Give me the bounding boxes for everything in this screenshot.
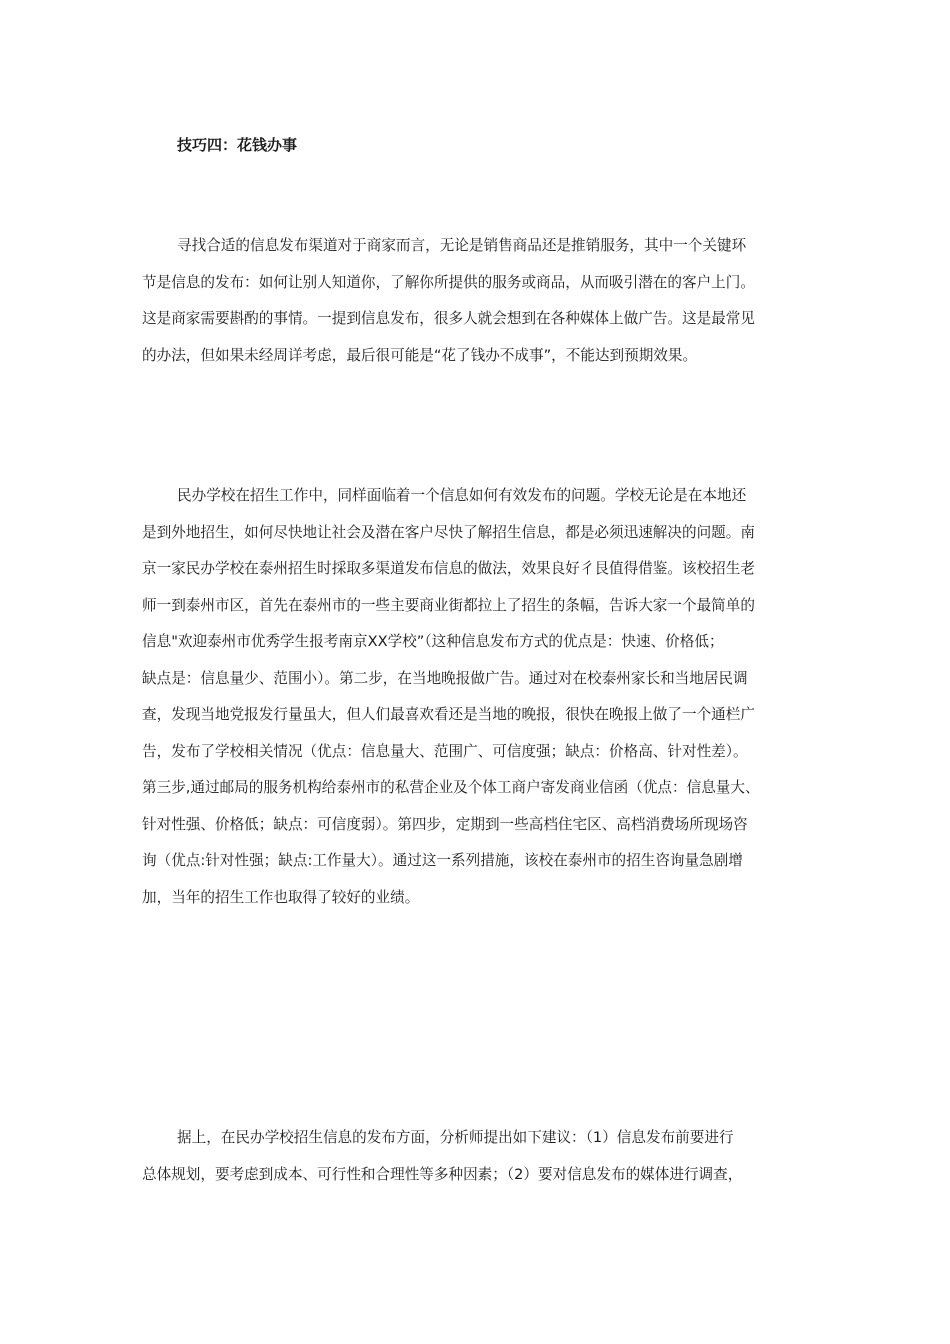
paragraph-2 (142, 478, 842, 916)
paragraph-line: 寻找合适的信息发布渠道对于商家而言，无论是销售商品还是推销服务，其中一个关键环 (177, 237, 747, 254)
paragraph-3 (142, 1120, 842, 1193)
paragraph-line: 告，发布了学校相关情况（优点：信息量大、范围广、可信度强；缺点：价格高、针对性差）。 (142, 742, 748, 760)
paragraph-line: 缺点是：信息量少、范围小）。第二步，在当地晚报做广告。通过对在校泰州家长和当地居民调 (142, 669, 748, 687)
paragraph-line: 信息"欢迎泰州市优秀学生报考南京XX学校”（这种信息发布方式的优点是：快速、价格低； (142, 633, 724, 650)
paragraph-line: 询（优点:针对性强；缺点:工作量大）。通过这一系列措施，该校在泰州市的招生咨询量急剧增 (142, 852, 743, 869)
paragraph-line: 这是商家需要斟酌的事情。一提到信息发布，很多人就会想到在各种媒体上做广告。这是最常见 (142, 310, 755, 327)
paragraph-line: 师一到泰州市区，首先在泰州市的一些主要商业街都拉上了招生的条幅，告诉大家一个最简单的 (142, 596, 755, 614)
paragraph-line: 节是信息的发布：如何让别人知道你，了解你所提供的服务或商品，从而吸引潜在的客户上门。 (142, 273, 755, 291)
paragraph-line: 加，当年的招生工作也取得了较好的业绩。 (142, 888, 420, 906)
paragraph-line: 据上，在民办学校招生信息的发布方面，分析师提出如下建议：（1）信息发布前要进行 (177, 1129, 734, 1146)
paragraph-line: 第三步,通过邮局的服务机构给泰州市的私营企业及个体工商户寄发商业信函（优点：信息量大、 (142, 779, 760, 796)
paragraph-line: 查，发现当地党报发行量虽大，但人们最喜欢看还是当地的晚报，很快在晚报上做了一个通栏广 (142, 706, 755, 723)
paragraph-line: 是到外地招生，如何尽快地让社会及潜在客户尽快了解招生信息，都是必须迅速解决的问题。南 (142, 523, 755, 541)
paragraph-line: 总体规划，要考虑到成本、可行性和合理性等多种因素；（2）要对信息发布的媒体进行调查， (142, 1165, 743, 1183)
paragraph-line: 针对性强、价格低；缺点：可信度弱）。第四步，定期到一些高档住宅区、高档消费场所现场咨 (142, 815, 748, 833)
paragraph-line: 民办学校在招生工作中，同样面临着一个信息如何有效发布的问题。学校无论是在本地还 (177, 487, 747, 504)
paragraph-line: 京一家民办学校在泰州招生时採取多渠道发布信息的做法，效果良好彳艮值得借鉴。该校招生老 (142, 560, 755, 577)
section-heading: 技巧四：花钱办事 (177, 136, 298, 154)
paragraph-line: 的办法，但如果未经周详考虑，最后很可能是“花了钱办不成事”，不能达到预期效果。 (142, 346, 698, 364)
paragraph-1 (142, 228, 842, 374)
